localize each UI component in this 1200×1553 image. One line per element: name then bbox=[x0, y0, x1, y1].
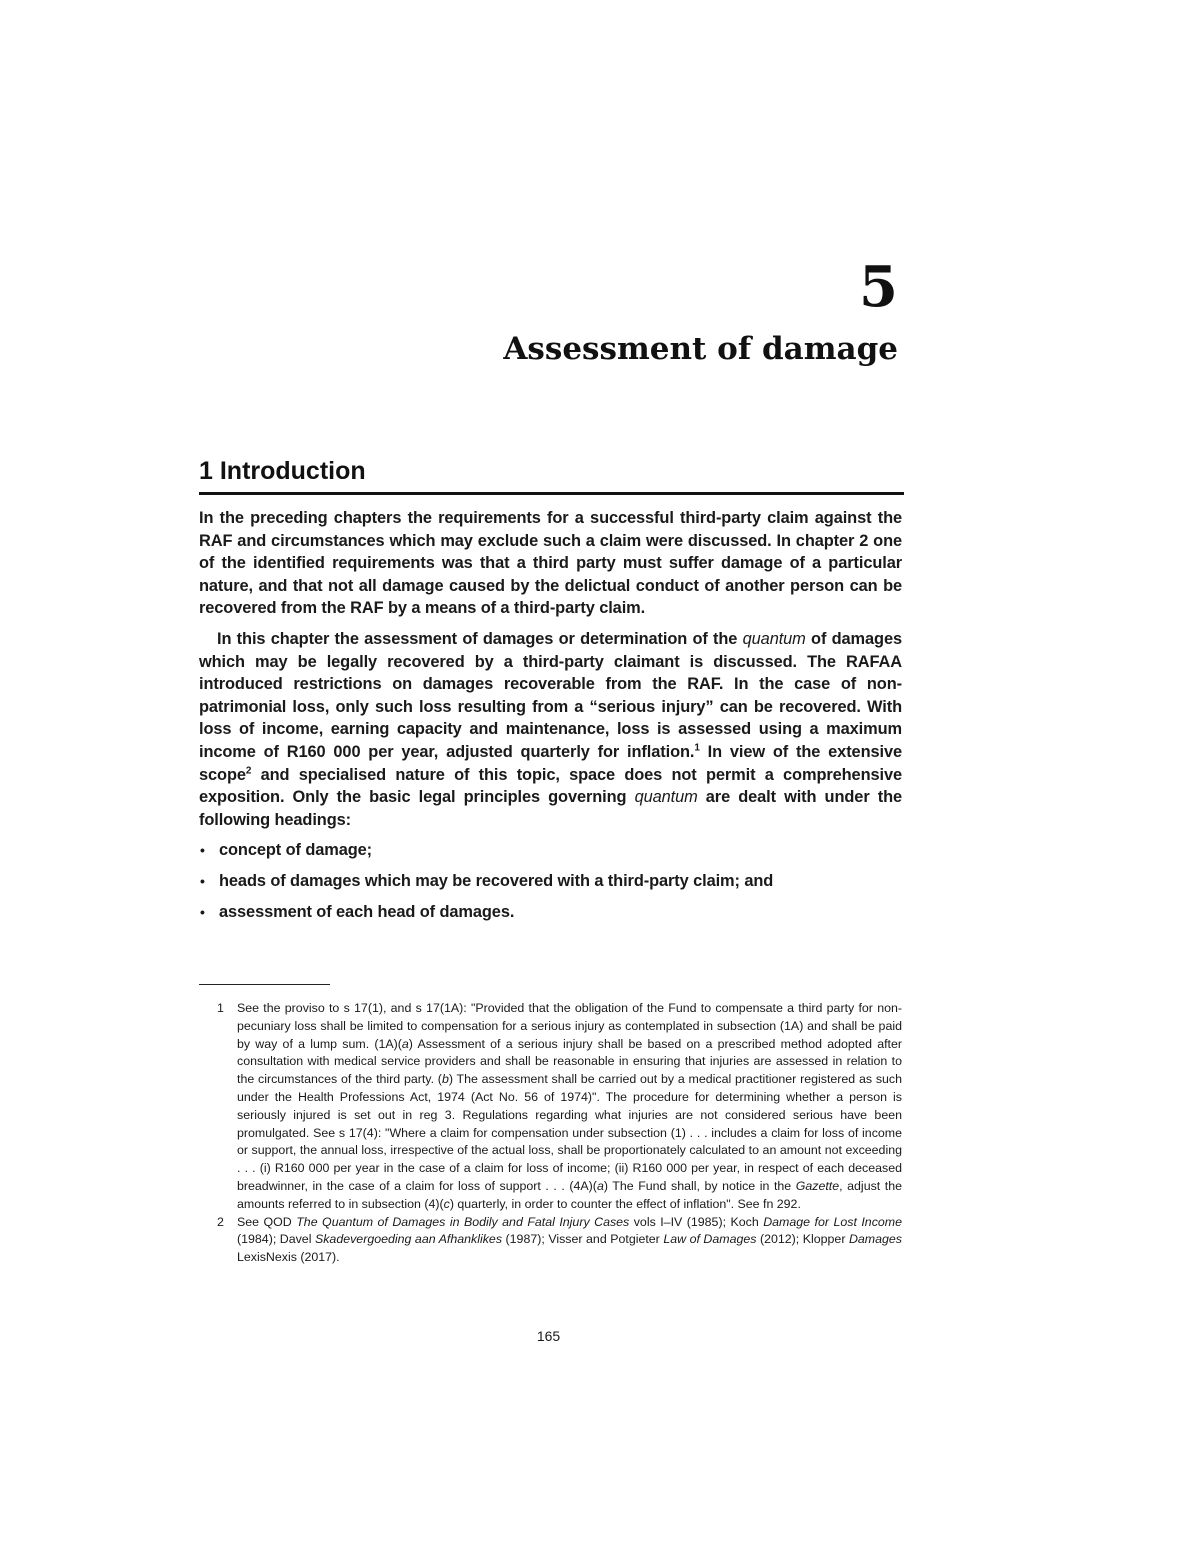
chapter-title: Assessment of damage bbox=[503, 331, 898, 367]
list-item-text: concept of damage; bbox=[219, 841, 373, 860]
chapter-number: 5 bbox=[859, 254, 898, 320]
footnote-italic: The Quantum of Damages in Bodily and Fatal Injury Cases bbox=[296, 1214, 630, 1229]
footnote-text: ) Assessment of a serious injury shall be based on a prescribed method adopted after consultation with medical service providers and shall be reasonable in ensuring that injuries are assessed in relation to the circumstances of the third party. ( bbox=[237, 1036, 902, 1087]
footnote-2 bbox=[199, 1214, 902, 1267]
footnote-italic: Skadevergoeding aan Afhanklikes bbox=[314, 1232, 503, 1247]
list-item bbox=[199, 839, 902, 862]
footnote-italic: c bbox=[443, 1196, 450, 1211]
list-item-text: assessment of each head of damages. bbox=[219, 902, 515, 921]
paragraph-2-text-d: and specialised nature of this topic, space does not permit a comprehensive exposition. Only the basic legal principles governing bbox=[199, 765, 902, 807]
footnote-text: ) quarterly, in order to counter the effect of inflation". See fn 292. bbox=[449, 1196, 801, 1211]
footnote-italic: Law of Damages bbox=[663, 1232, 757, 1247]
page-number: 165 bbox=[536, 1328, 561, 1344]
footnote-italic: Damage for Lost Income bbox=[763, 1214, 902, 1229]
paragraph-2-text-b: of damages which may be legally recovered by a third-party claimant is discussed. The RAFAA introduced restrictions on damages recoverable from the RAF. In the case of non-patrimonial loss, only such loss resulting from a “serious injury” can be recovered. With loss of income, earning capacity and maintenance, loss is assessed using a maximum income of R160 000 per year, adjusted quarterly for inflation. bbox=[199, 629, 902, 761]
quantum-term: quantum bbox=[634, 788, 698, 807]
section-divider bbox=[199, 492, 904, 495]
footnote-text: (1987); Visser and Potgieter bbox=[502, 1232, 664, 1247]
heading-list bbox=[199, 839, 902, 923]
footnote-ref-1[interactable]: 1 bbox=[694, 742, 700, 754]
bullet-icon: • bbox=[200, 842, 205, 859]
section-heading: 1 Introduction bbox=[199, 457, 366, 485]
footnote-text: ) The Fund shall, by notice in the bbox=[603, 1178, 796, 1193]
footnote-italic: Damages bbox=[848, 1232, 902, 1247]
footnote-italic: Gazette bbox=[795, 1178, 840, 1193]
footnote-text: , adjust the amounts referred to in subsection (4)( bbox=[237, 1178, 903, 1211]
quantum-term: quantum bbox=[742, 629, 806, 648]
footnote-text: See QOD bbox=[237, 1214, 297, 1229]
paragraph-2 bbox=[199, 628, 902, 831]
paragraph-2-text-c: In view of the extensive scope bbox=[199, 742, 902, 784]
list-item bbox=[199, 901, 902, 924]
footnote-italic: a bbox=[596, 1178, 604, 1193]
footnote-text: (2012); Klopper bbox=[756, 1232, 849, 1247]
paragraph-2-text-a: In this chapter the assessment of damages or determination of the bbox=[217, 629, 743, 648]
paragraph-2-text-e: are dealt with under the following headings: bbox=[199, 788, 902, 829]
footnote-divider bbox=[199, 984, 330, 985]
footnote-number: 2 bbox=[217, 1214, 224, 1229]
list-item-text: heads of damages which may be recovered with a third-party claim; and bbox=[219, 871, 774, 890]
paragraph-1: In the preceding chapters the requirements for a successful third-party claim against the RAF and circumstances which may exclude such a claim were discussed. In chapter 2 one of the identified requirements was that a third party must suffer damage of a particular nature, and that not all damage caused by the delictual conduct of another person can be recovered from the RAF by a means of a third-party claim. bbox=[199, 509, 902, 618]
footnote-italic: b bbox=[441, 1072, 449, 1087]
footnote-number: 1 bbox=[217, 1001, 224, 1015]
body-text bbox=[199, 507, 902, 931]
footnote-text: See the proviso to s 17(1), and s 17(1A): "Provided that the obligation of the Fund to compensate a third party for non-pecuniary loss shall be limited to compensation for a serious injury as contemplated in subsection (1A) and shall be paid by way of a lump sum. (1A)( bbox=[237, 1001, 902, 1051]
footnote-text: ) The assessment shall be carried out by a medical practitioner registered as such under the Health Professions Act, 1974 (Act No. 56 of 1974)". The procedure for determining whether a person is seriously injured is set out in reg 3. Regulations regarding what injuries are not considered serious have been promulgated. See s 17(4): "Where a claim for compensation under subsection (1) . . . includes a claim for loss of income or support, the annual loss, irrespective of the actual loss, shall be proportionately calculated to an amount not exceeding . . . (i) R160 000 per year in the case of a claim for loss of income; (ii) R160 000 per year, in respect of each deceased breadwinner, in the case of a claim for loss of support . . . (4A)( bbox=[237, 1072, 902, 1193]
bullet-icon: • bbox=[200, 872, 205, 889]
list-item bbox=[199, 870, 902, 893]
footnote-text: LexisNexis (2017). bbox=[237, 1250, 340, 1265]
footnote-1 bbox=[199, 1000, 902, 1214]
footnote-text: vols I–IV (1985); Koch bbox=[629, 1214, 764, 1229]
footnote-text: (1984); Davel bbox=[237, 1232, 315, 1247]
footnotes bbox=[199, 1000, 902, 1267]
bullet-icon: • bbox=[200, 903, 205, 920]
footnote-ref-2[interactable]: 2 bbox=[245, 765, 252, 777]
footnote-italic: a bbox=[401, 1036, 409, 1051]
